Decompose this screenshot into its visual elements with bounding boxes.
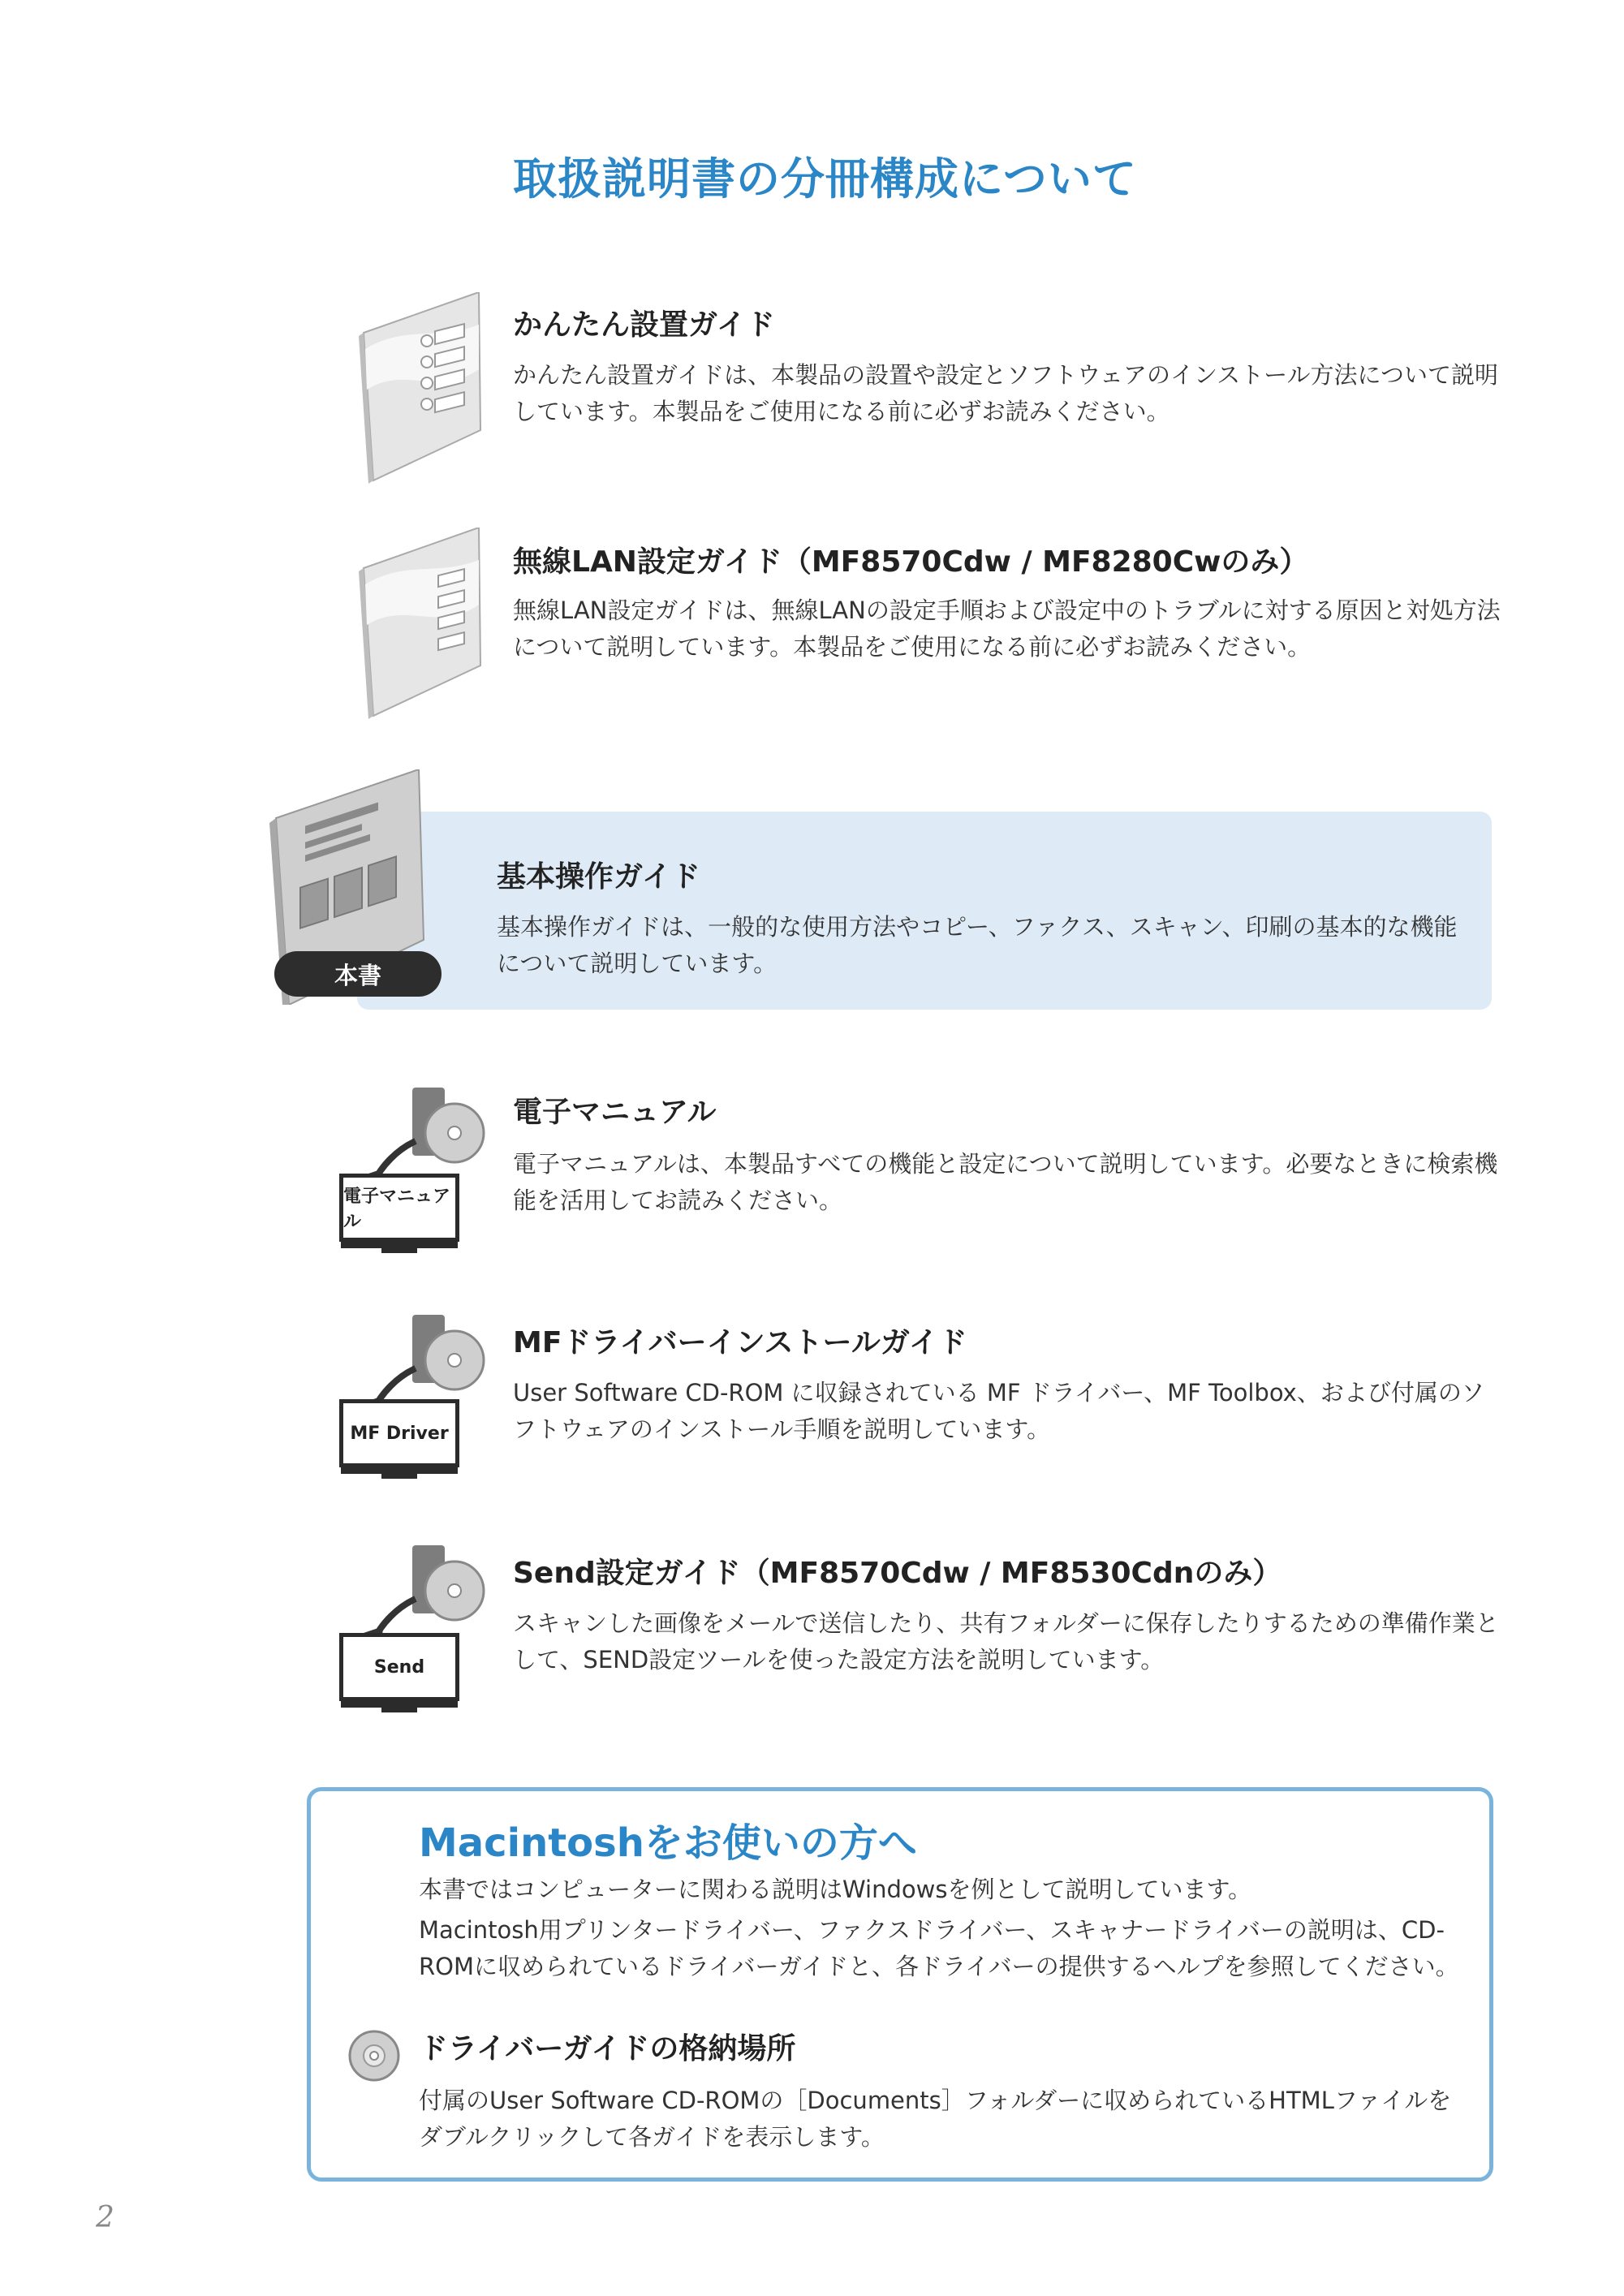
monitor-stand xyxy=(341,1467,458,1474)
send-guide-title: Send設定ガイド（MF8570Cdw / MF8530Cdnのみ） xyxy=(513,1557,1282,1590)
monitor-stand xyxy=(341,1242,458,1248)
mf-driver-guide-description: User Software CD-ROM に収録されている MF ドライバー、MF Toolbox、および付属のソフトウェアのインストール手順を説明しています。 xyxy=(513,1379,1485,1443)
setup-guide-book-icon xyxy=(357,292,487,487)
monitor-base xyxy=(381,1708,417,1712)
monitor-base xyxy=(381,1248,417,1253)
e-manual-monitor-screen: 電子マニュアル xyxy=(339,1174,459,1242)
cd-icon xyxy=(347,2029,401,2083)
monitor-base xyxy=(381,1474,417,1479)
macintosh-note-line-1: 本書ではコンピューターに関わる説明はWindowsを例として説明しています。 xyxy=(419,1876,1252,1903)
driver-guide-location-description: 付属のUser Software CD-ROMの［Documents］フォルダーに収められているHTMLファイルをダブルクリックして各ガイドを表示します。 xyxy=(419,2087,1452,2151)
e-manual-title: 電子マニュアル xyxy=(513,1096,717,1129)
wireless-guide-book-icon xyxy=(357,528,487,722)
e-manual-description: 電子マニュアルは、本製品すべての機能と設定について説明しています。必要なときに検索機能を活用してお読みください。 xyxy=(513,1150,1498,1214)
macintosh-note-title: Macintoshをお使いの方へ xyxy=(419,1820,917,1866)
page-number: 2 xyxy=(96,2201,114,2234)
wireless-guide-title: 無線LAN設定ガイド（MF8570Cdw / MF8280Cwのみ） xyxy=(513,545,1309,579)
mf-driver-monitor-screen: MF Driver xyxy=(339,1399,459,1467)
monitor-stand xyxy=(341,1701,458,1708)
basic-guide-description: 基本操作ガイドは、一般的な使用方法やコピー、ファクス、スキャン、印刷の基本的な機能について説明しています。 xyxy=(497,913,1458,977)
mf-driver-guide-title: MFドライバーインストールガイド xyxy=(513,1326,967,1359)
macintosh-note-line-2: Macintosh用プリンタードライバー、ファクスドライバー、スキャナードライバーの説明は、CD-ROMに収められているドライバーガイドと、各ドライバーの提供するヘルプを参照してください。 xyxy=(419,1916,1459,1980)
send-cd-book-icon xyxy=(357,1542,487,1648)
basic-guide-title: 基本操作ガイド xyxy=(497,860,700,894)
setup-guide-title: かんたん設置ガイド xyxy=(513,308,775,342)
setup-guide-description: かんたん設置ガイドは、本製品の設置や設定とソフトウェアのインストール方法について説明しています。本製品をご使用になる前に必ずお読みください。 xyxy=(513,361,1498,425)
driver-guide-location-title: ドライバーガイドの格納場所 xyxy=(419,2032,796,2066)
wireless-guide-description: 無線LAN設定ガイドは、無線LANの設定手順および設定中のトラブルに対する原因と対処方法について説明しています。本製品をご使用になる前に必ずお読みください。 xyxy=(513,597,1501,661)
send-monitor-screen: Send xyxy=(339,1633,459,1701)
page-title: 取扱説明書の分冊構成について xyxy=(513,153,1137,205)
send-guide-description: スキャンした画像をメールで送信したり、共有フォルダーに保存したりするための準備作業として、SEND設定ツールを使った設定方法を説明しています。 xyxy=(513,1609,1499,1674)
this-manual-badge: 本書 xyxy=(274,951,442,997)
